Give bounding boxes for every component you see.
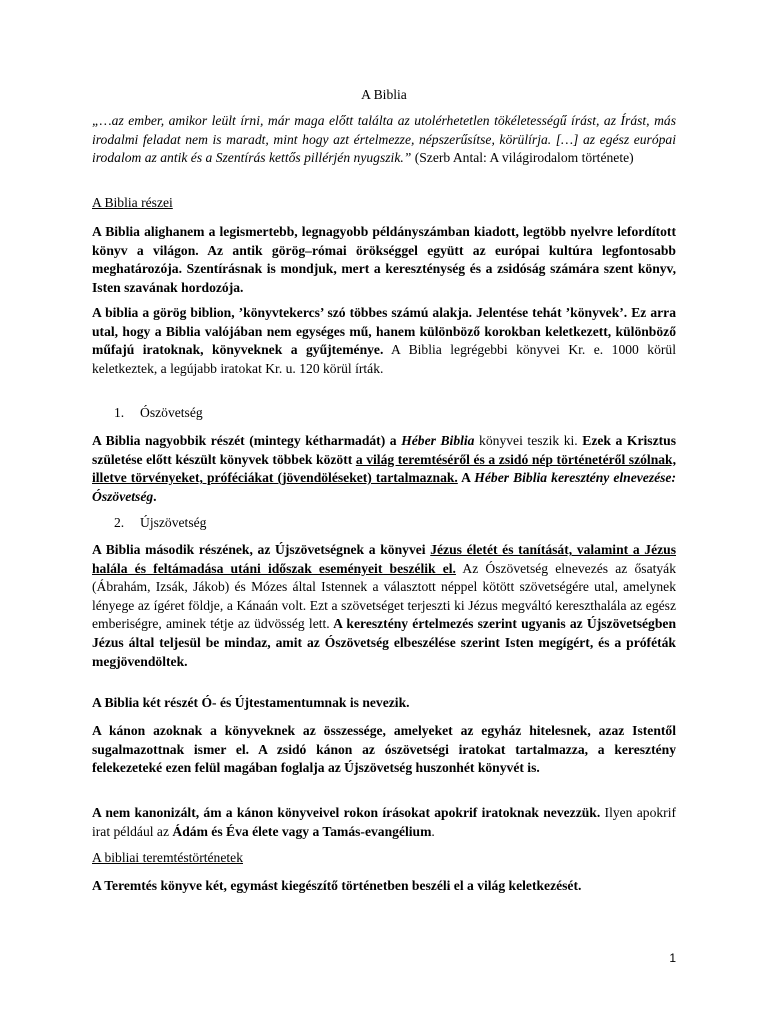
ot-underlined: a világ teremtéséről és a zsidó nép történetéről szólnak, illetve törvényeket, próféciákat (jövendöléseket) tartalmaznak. — [92, 451, 677, 486]
intro-quote — [92, 112, 676, 168]
heading-old-testament — [92, 404, 676, 423]
apocrypha-text: Ilyen apokrif irat például az — [92, 805, 677, 839]
paragraph-creation: A Teremtés könyve két, egymást kiegészítő történetben beszéli el a világ keletkezését. — [92, 878, 582, 893]
list-number: 1. — [114, 405, 125, 420]
paragraph-names: A Biblia két részét Ó- és Újtestamentumnak is nevezik. — [92, 695, 410, 710]
etymology-bold: A biblia a görög biblion, ’könyvtekercs’ szó többes számú alakja. Jelentése tehát ’könyvek’. Ez arra utal, hogy a Biblia valójában nem egységes mű, hanem különböző korokban keletkezett, különböző műfajú iratoknak, könyveknek a gyűjteménye. — [92, 305, 676, 358]
ot-text-d: Ezek a Krisztus születése előtt készült könyvek többek között — [92, 433, 676, 467]
paragraph-intro: A Biblia alighanem a legismertebb, legnagyobb példányszámban kiadott, legtöbb nyelvre lefordított könyv a világon. Az antik görög–római örökséggel együtt az európai kultúra legfontosabb meghatározója. Szentírásnak is mondjuk, mert a kereszténység és a zsidóság számára szent könyv, Isten szavának hordozója. — [92, 224, 676, 295]
section-heading-creation — [92, 849, 676, 868]
ot-text-a: A Biblia nagyobbik részét (mintegy kétharmadát) a — [92, 433, 402, 448]
list-heading: Ószövetség — [140, 405, 203, 420]
apocrypha-bold: A nem kanonizált, ám a kánon könyveivel rokon írásokat apokrif iratoknak nevezzük. — [92, 805, 601, 820]
nt-underlined: Jézus életét és tanítását, valamint a Jézus halála és feltámadása utáni időszak eseményeit beszélik el. — [92, 542, 676, 576]
ot-italic-name: Héber Biblia keresztény elnevezése: Ószövetség — [92, 470, 676, 504]
list-number: 2. — [114, 515, 125, 530]
document-title: A Biblia — [361, 87, 407, 102]
paragraph-canon: A kánon azoknak a könyveknek az összessége, amelyeket az egyház hitelesnek, azaz Istentől sugalmazottnak ismer el. A zsidó kánon az ószövetségi iratokat tartalmazza, a keresztény felekezeteké ezen felül magában foglalja az Újszövetség huszonhét könyvét is. — [92, 723, 676, 776]
nt-text-d: A keresztény értelmezés szerint ugyanis az Újszövetségben Jézus által teljesül be mindaz, amit az Ószövetség elbeszélése szerint Isten megígért, és a próféták megjövendöltek. — [92, 616, 677, 669]
section-heading-parts — [92, 194, 676, 213]
quote-text: „…az ember, amikor leült írni, már maga előtt találta az utolérhetetlen tökéletességű írást, az Írást, más irodalmi feladat nem is maradt, mint hogy azt értelmezze, népszerűsítse, körülírja. […] az egész európai irodalom az antik és a Szentírás kettős pillérjén nyugszik.” — [92, 113, 676, 166]
paragraph-old-testament — [92, 432, 676, 506]
ot-text-h: . — [153, 488, 157, 504]
apocrypha-end: . — [431, 823, 435, 839]
section-heading-text: A Biblia részei — [92, 195, 173, 210]
ot-text-c: könyvei teszik ki. — [474, 433, 578, 448]
nt-text-c: Az Ószövetség elnevezés az ősatyák (Ábrahám, Izsák, Jákob) és Mózes által Istennek a választott néppel kötött szövetségére utal, amelynek lényege az ígéret földje, a Kánaán volt. Ezt a szövetséget terjeszti ki Jézus megváltó kereszthalála az egész emberiségre, aminek tétje az üdvösség lett. — [92, 560, 677, 632]
ot-hebrew-bible: Héber Biblia — [401, 433, 475, 448]
paragraph-etymology — [92, 304, 676, 378]
page-number: 1 — [669, 951, 676, 965]
etymology-dates: A Biblia legrégebbi könyvei Kr. e. 1000 körül keletkeztek, a legújabb iratokat Kr. u. 120 körül írták. — [92, 342, 676, 376]
paragraph-new-testament — [92, 541, 676, 671]
ot-text-f: A — [457, 470, 475, 486]
section-heading-text: A bibliai teremtéstörténetek — [92, 850, 243, 865]
list-heading: Újszövetség — [140, 515, 207, 530]
paragraph-apocrypha — [92, 804, 676, 841]
apocrypha-examples: Ádám és Éva élete vagy a Tamás-evangélium — [172, 823, 432, 839]
nt-text-a: A Biblia második részének, az Újszövetségnek a könyvei — [92, 542, 431, 557]
heading-new-testament — [92, 514, 676, 533]
quote-source: (Szerb Antal: A világirodalom története) — [411, 150, 634, 166]
